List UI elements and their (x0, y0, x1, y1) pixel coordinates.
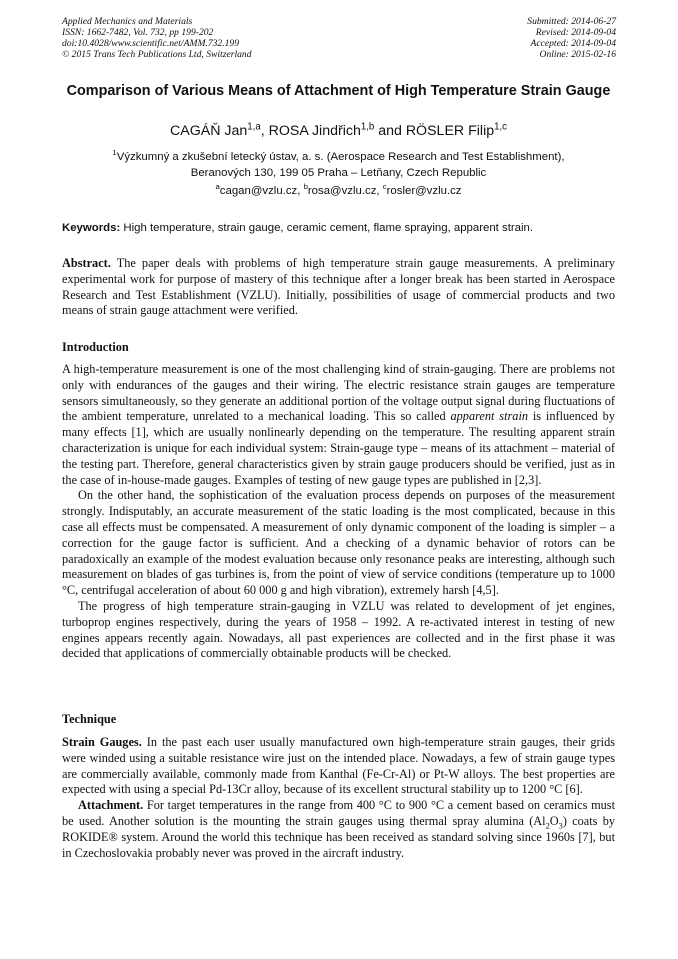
date-online: Online: 2015-02-16 (539, 49, 616, 60)
section-heading-technique: Technique (62, 712, 117, 726)
paragraph: The progress of high temperature strain-gauging in VZLU was related to development of jet engines, turboprop engines respectively, during the years of 1958 – 1992. A re-activated interest in testing of new engines appears recently again. Nowadays, all past experiences are collected and in the first phase it was decided that applications of commercially obtainable products will be checked. (62, 598, 615, 661)
email-separator: , (376, 185, 383, 197)
paragraph-text: A high-temperature measurement is one of the most challenging kind of strain-gauging. There are problems not only with endurances of the gauges and their wiring. The electric resistance strain gauges are temperature sensors simultaneously, so they generate an additional portion of the voltage output signal during fluctuations of the ambient temperature, unrelated to a mechanical loading. This so called (62, 362, 615, 424)
journal-issn: ISSN: 1662-7482, Vol. 732, pp 199-202 (62, 27, 214, 38)
email-mark: c (382, 182, 387, 192)
formula-text: O (549, 813, 559, 828)
paragraph-text: is influenced by many effects [1], which are usually nonlinearly depending on the temperature. The resulting apparent strain characterization is unique for each individual system: Strain-gauge type – means of its attachment – material of the testing part. Therefore, general characteristics given by strain gauge producers should be verified, just as in the case of in-house-made gauges. Examples of testing of new gauge types are published in [2,3]. (62, 409, 615, 487)
paragraph: On the other hand, the sophistication of the evaluation process depends on purposes of the measurement strongly. Indisputably, an accurate measurement of the static loading is the most complicated, because in this case all effects must be compensated. A measurement of only dynamic component of the loading is simpler – a correction for the gauge factor is sufficient. And a checking of a dynamic behavior of rotors can be paradoxically an example of the modest evaluation because only resonance peaks are interesting, although such measurement on blades of gas turbines is, from the point of view of service conditions (temperature up to 1000 °C, centrifugal acceleration of about 60 000 g and high vibration), extremely harsh [4,5]. (62, 488, 615, 598)
paragraph (62, 362, 615, 488)
paragraph-text: ) coats by ROKIDE® system. Around the world this technique has been received as standard solving since 1960s [7], but in Czechoslovakia probably never was proved in the aircraft industry. (62, 813, 616, 860)
paragraph (62, 735, 615, 798)
author-name: ROSA Jindřich (268, 123, 361, 139)
paragraph-text: For target temperatures in the range from 400 °C to 900 °C a cement based on ceramics must be used. Another solution is the mounting the strain gauges using thermal spray alumina (Al (62, 798, 615, 828)
abstract-label: Abstract. (62, 256, 111, 270)
abstract (62, 256, 615, 319)
author-affil-mark: 1,a (247, 121, 261, 133)
author-name: RÖSLER Filip (405, 123, 495, 139)
affiliation-line-1: Výzkumný a zkušební letecký ústav, a. s. (Aerospace Research and Test Establishment), (116, 151, 565, 163)
introduction-body (62, 362, 615, 662)
subscript: 2 (545, 821, 550, 831)
publication-dates (527, 16, 616, 60)
paragraph (62, 798, 615, 861)
abstract-text: The paper deals with problems of high temperature strain gauge measurements. A preliminary experimental work for purpose of mastery of this technique after a longer break has been started in Aerospace Research and Test Establishment (VZLU). Initially, possibilities of usage of commercial products and two means of strain gauge attachment were verified. (62, 256, 615, 318)
paper-title: Comparison of Various Means of Attachment of High Temperature Strain Gauge (66, 83, 611, 99)
email-separator: , (297, 185, 304, 197)
author-list (62, 122, 615, 140)
keywords-text: High temperature, strain gauge, ceramic cement, flame spraying, apparent strain. (120, 222, 534, 234)
email-link[interactable]: rosa@vzlu.cz (307, 185, 377, 197)
email-mark: b (303, 182, 308, 192)
author-separator: , (260, 123, 269, 139)
date-accepted: Accepted: 2014-09-04 (530, 38, 616, 49)
author-emails (62, 183, 615, 199)
run-in-heading: Attachment. (78, 798, 144, 813)
journal-doi: doi:10.4028/www.scientific.net/AMM.732.199 (62, 38, 240, 49)
email-mark: a (215, 182, 220, 192)
author-separator: and (374, 123, 406, 139)
journal-name: Applied Mechanics and Materials (62, 16, 193, 27)
keywords-label: Keywords: (62, 222, 121, 234)
date-revised: Revised: 2014-09-04 (535, 27, 616, 38)
affiliation (62, 149, 615, 181)
journal-copyright: © 2015 Trans Tech Publications Ltd, Switzerland (62, 49, 252, 60)
affiliation-mark: 1 (112, 148, 117, 158)
author-affil-mark: 1,c (494, 121, 507, 133)
author-name: CAGÁŇ Jan (170, 123, 248, 139)
section-heading-introduction: Introduction (62, 340, 129, 354)
affiliation-line-2: Beranových 130, 199 05 Praha – Letňany, Czech Republic (190, 167, 487, 179)
emphasis-text: apparent strain (450, 409, 529, 424)
email-link[interactable]: rosler@vzlu.cz (386, 185, 462, 197)
email-link[interactable]: cagan@vzlu.cz (219, 185, 298, 197)
journal-info (62, 16, 252, 60)
subscript: 3 (558, 821, 563, 831)
date-submitted: Submitted: 2014-06-27 (527, 16, 616, 27)
author-affil-mark: 1,b (360, 121, 375, 133)
paragraph-text: In the past each user usually manufactured own high-temperature strain gauges, their grids were winded using a suitable resistance wire just on the intended place. Nowadays, a few of strain gauge types are commercially available, commonly made from Kanthal (Fe-Cr-Al) or Pt-W alloys. The best properties are expected with using a special Pd-13Cr alloy, because of its excellent structural stability up to 1200 °C [6]. (62, 735, 616, 797)
run-in-heading: Strain Gauges. (62, 735, 142, 749)
keywords (62, 220, 615, 236)
technique-body (62, 735, 615, 861)
